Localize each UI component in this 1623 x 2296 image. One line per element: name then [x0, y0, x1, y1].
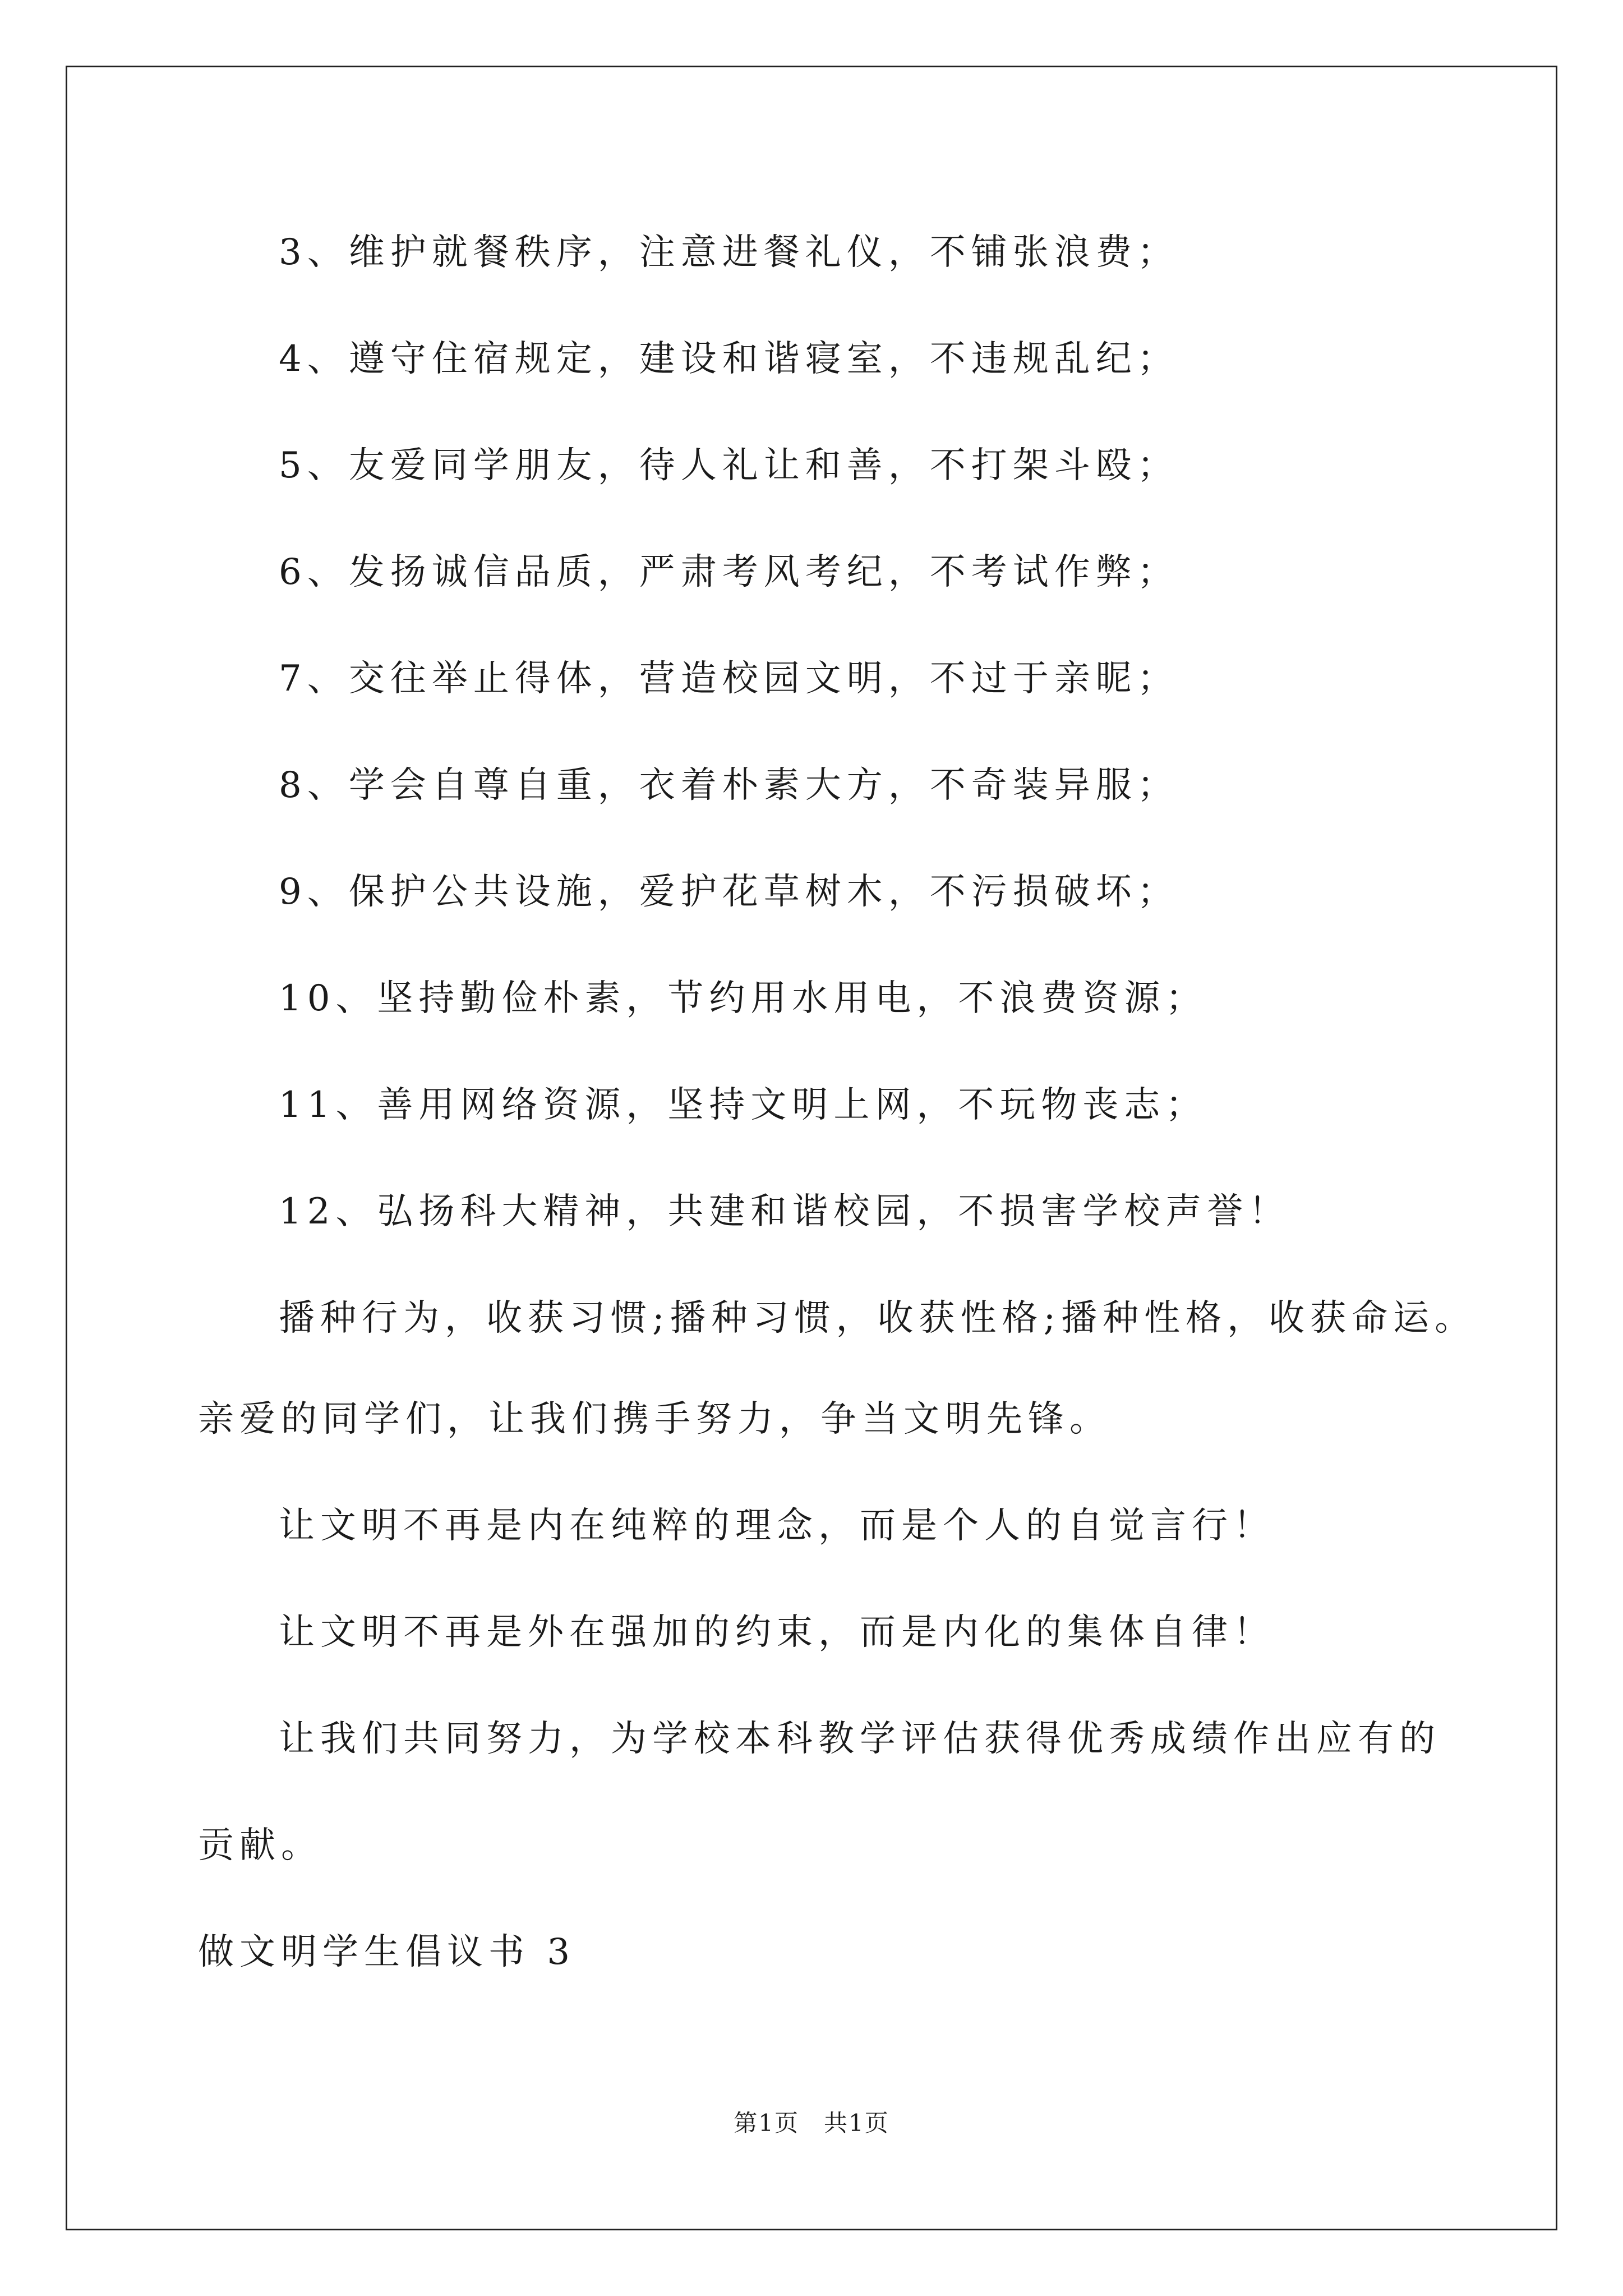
- paragraph-item-12: 12、弘扬科大精神，共建和谐校园，不损害学校声誉！: [279, 1191, 1290, 1232]
- paragraph-item-8: 8、学会自尊自重，衣着朴素大方，不奇装异服；: [279, 765, 1179, 806]
- final-paragraph-line1: 让我们共同努力，为学校本科教学评估获得优秀成绩作出应有的: [279, 1718, 1441, 1760]
- slogan-2: 让文明不再是外在强加的约束，而是内化的集体自律！: [279, 1612, 1275, 1653]
- closing-paragraph-line2: 亲爱的同学们，让我们携手努力，争当文明先锋。: [198, 1398, 1111, 1440]
- closing-paragraph-line1: 播种行为，收获习惯;播种习惯，收获性格;播种性格，收获命运。: [279, 1297, 1477, 1339]
- page-border: [66, 66, 1557, 2230]
- paragraph-item-6: 6、发扬诚信品质，严肃考风考纪，不考试作弊；: [279, 551, 1179, 593]
- paragraph-item-9: 9、保护公共设施，爱护花草树木，不污损破坏；: [279, 871, 1179, 913]
- section-title: 做文明学生倡议书 3: [198, 1931, 576, 1973]
- paragraph-item-3: 3、维护就餐秩序，注意进餐礼仪，不铺张浪费；: [279, 232, 1179, 273]
- page-footer: 第1页 共1页: [734, 2109, 889, 2137]
- slogan-1: 让文明不再是内在纯粹的理念，而是个人的自觉言行！: [279, 1505, 1275, 1547]
- paragraph-item-4: 4、遵守住宿规定，建设和谐寝室，不违规乱纪；: [279, 338, 1179, 380]
- paragraph-item-10: 10、坚持勤俭朴素，节约用水用电，不浪费资源；: [279, 978, 1207, 1019]
- paragraph-item-7: 7、交往举止得体，营造校园文明，不过于亲昵；: [279, 658, 1179, 700]
- paragraph-item-5: 5、友爱同学朋友，待人礼让和善，不打架斗殴；: [279, 445, 1179, 486]
- paragraph-item-11: 11、善用网络资源，坚持文明上网，不玩物丧志；: [279, 1084, 1207, 1126]
- final-paragraph-line2: 贡献。: [198, 1825, 322, 1866]
